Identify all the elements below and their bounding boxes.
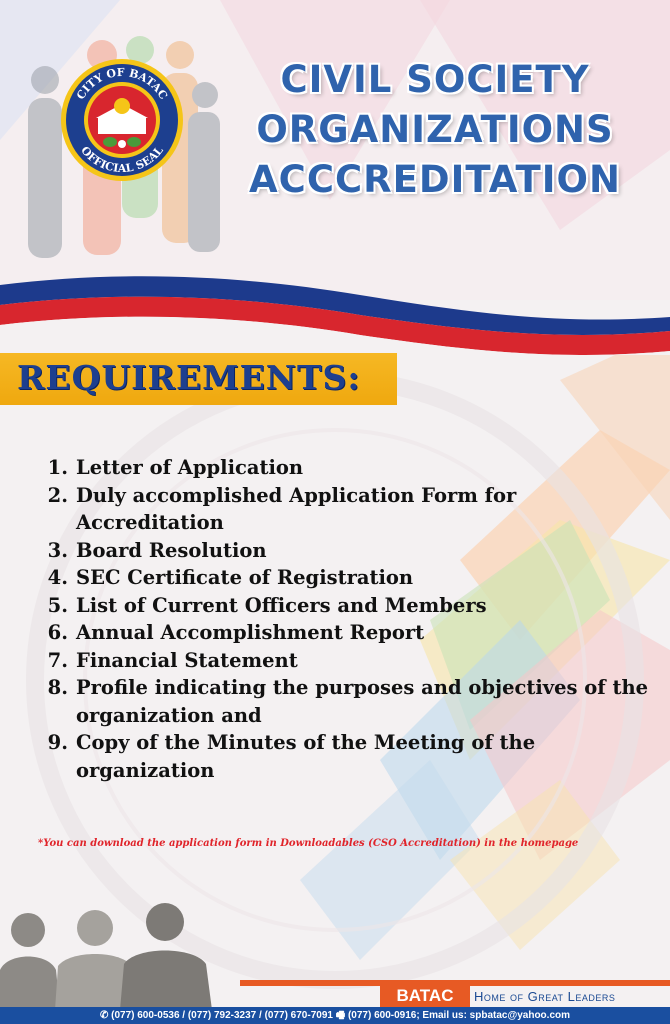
- list-item-text: Copy of the Minutes of the Meeting of the organization: [76, 731, 536, 782]
- seal-bottom-text: OFFICIAL SEAL: [78, 143, 166, 176]
- list-item-number: 8.: [47, 676, 68, 699]
- list-item: [30, 729, 650, 784]
- brand-label: BATAC: [380, 985, 470, 1007]
- seal-top-text: CITY OF BATAC: [74, 65, 170, 102]
- seal-text-layer: [60, 58, 184, 182]
- list-item-number: 9.: [47, 731, 68, 754]
- title-line-3: ACCCREDITATION: [249, 158, 621, 201]
- list-item-number: 6.: [47, 621, 68, 644]
- statues-image: [0, 900, 250, 1010]
- download-note: *You can download the application form in Downloadables (CSO Accreditation) in the homepage: [38, 838, 579, 849]
- list-item: [30, 564, 650, 592]
- list-item-text: SEC Certificate of Registration: [76, 566, 414, 589]
- list-item-text: Profile indicating the purposes and objectives of the organization and: [76, 676, 649, 727]
- list-item-number: 3.: [47, 538, 68, 562]
- list-item-text: Duly accomplished Application Form for Accreditation: [76, 483, 517, 534]
- list-item: [30, 674, 650, 729]
- tagline: Home of Great Leaders: [474, 989, 616, 1004]
- requirements-list: [30, 454, 650, 784]
- title-line-1: CIVIL SOCIETY: [280, 58, 590, 101]
- list-item-text: List of Current Officers and Members: [76, 593, 487, 617]
- list-item-text: Letter of Application: [76, 456, 304, 479]
- list-item: [30, 482, 650, 537]
- list-item-text: Board Resolution: [76, 538, 267, 562]
- list-item: [30, 537, 650, 565]
- list-item-number: 4.: [47, 566, 68, 589]
- title-line-2: ORGANIZATIONS: [256, 108, 614, 151]
- list-item: [30, 454, 650, 482]
- contact-bar: ✆ (077) 600-0536 / (077) 792-3237 / (077) 670-7091 🖷 (077) 600-0916; Email us: spbatac@yahoo.com: [0, 1007, 670, 1024]
- list-item-text: Financial Statement: [76, 648, 298, 672]
- list-item-number: 1.: [47, 456, 68, 479]
- list-item: [30, 647, 650, 675]
- list-item-text: Annual Accomplishment Report: [76, 621, 425, 644]
- list-item-number: 5.: [47, 593, 68, 617]
- list-item: [30, 592, 650, 620]
- requirements-heading: REQUIREMENTS:: [17, 358, 361, 397]
- page-title: [210, 55, 660, 205]
- list-item: [30, 619, 650, 647]
- flag-wave-divider: [0, 265, 670, 355]
- list-item-number: 7.: [47, 648, 68, 672]
- list-item-number: 2.: [47, 483, 68, 507]
